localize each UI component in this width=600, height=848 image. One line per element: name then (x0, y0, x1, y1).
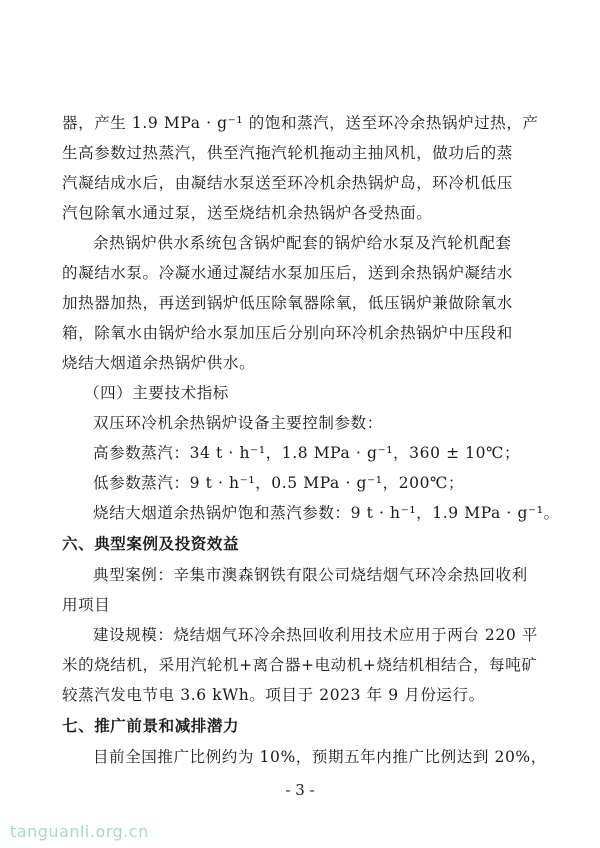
page-number: - 3 - (285, 781, 315, 799)
section-title: 六、典型案例及投资效益 (62, 535, 240, 553)
document-body (62, 108, 560, 772)
text-line: 的凝结水泵。冷凝水通过凝结水泵加压后，送到余热锅炉凝结水 (62, 264, 513, 282)
watermark: tanguanli.org.cn (10, 822, 149, 841)
tech-flue-param: 烧结大烟道余热锅炉饱和蒸汽参数：9 t · h⁻¹，1.9 MPa · g⁻¹。 (93, 504, 560, 522)
text-line: 生高参数过热蒸汽，供至汽拖汽轮机拖动主抽风机，做功后的蒸 (62, 144, 513, 162)
text-line: 余热锅炉供水系统包含锅炉配套的锅炉给水泵及汽轮机配套 (93, 234, 512, 252)
text-line: 汽包除氧水通过泵，送至烧结机余热锅炉各受热面。 (62, 204, 433, 222)
text-line: 建设规模：烧结烟气环冷余热回收利用技术应用于两台 220 平 (93, 626, 538, 644)
text-line: 米的烧结机，采用汽轮机+离合器+电动机+烧结机相结合，每吨矿 (62, 656, 538, 674)
text-line: 烧结大烟道余热锅炉供水。 (62, 354, 256, 372)
text-line: 用项目 (62, 596, 111, 614)
paragraph-case (62, 560, 540, 620)
paragraph-steam-flow (62, 108, 540, 228)
text-line: 汽凝结成水后，由凝结水泵送至环冷机余热锅炉岛，环冷机低压 (62, 174, 513, 192)
text-line: 器，产生 1.9 MPa · g⁻¹ 的饱和蒸汽，送至环冷余热锅炉过热，产 (62, 114, 539, 132)
text-line: 典型案例：辛集市澳森钢铁有限公司烧结烟气环冷余热回收利 (93, 566, 528, 584)
text-line: 较蒸汽发电节电 3.6 kWh。项目于 2023 年 9 月份运行。 (62, 686, 485, 704)
text-line: 加热器加热，再送到锅炉低压除氧器除氧，低压锅炉兼做除氧水 (62, 294, 513, 312)
paragraph-scale (62, 620, 540, 710)
paragraph-water-supply (62, 228, 540, 378)
text-line: 箱，除氧水由锅炉给水泵加压后分别向环冷机余热锅炉中压段和 (62, 324, 513, 342)
section-title: 七、推广前景和减排潜力 (62, 717, 240, 735)
tech-low-param: 低参数蒸汽：9 t · h⁻¹，0.5 MPa · g⁻¹，200℃； (93, 474, 465, 492)
subsection-title: （四）主要技术指标 (84, 384, 229, 402)
tech-high-param: 高参数蒸汽：34 t · h⁻¹，1.8 MPa · g⁻¹，360 ± 10℃； (93, 444, 521, 462)
promo-line: 目前全国推广比例约为 10%，预期五年内推广比例达到 20%， (93, 748, 547, 766)
tech-intro: 双压环冷机余热锅炉设备主要控制参数： (93, 414, 383, 432)
